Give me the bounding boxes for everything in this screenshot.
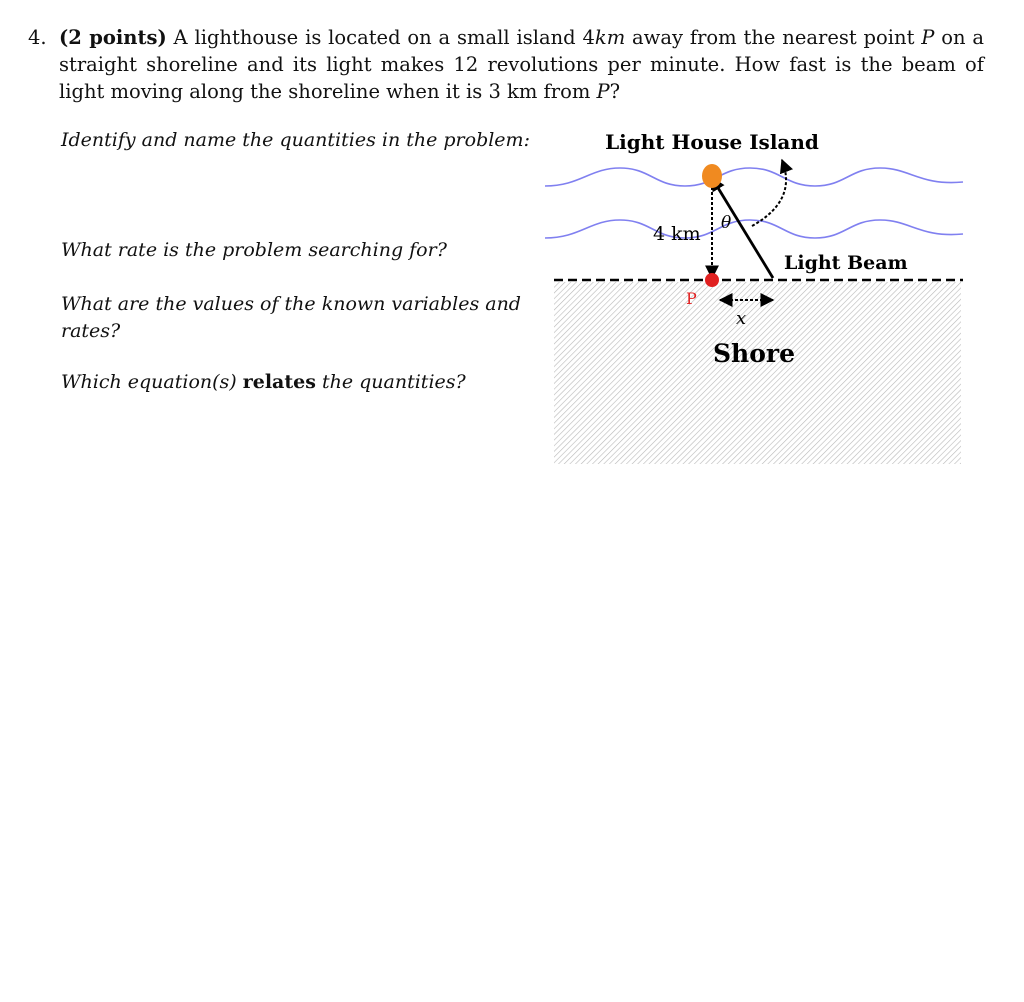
lighthouse-diagram [540,120,970,475]
problem-text-2: away from the nearest point [625,26,922,49]
problem-points: (2 points) [59,26,167,49]
question-equation [61,369,466,396]
problem-text-3: on a straight shoreline and its light makes 12 revolutions per minute. How fast is the beam of light moving along the shoreline when it is 3 km from [59,26,985,103]
question-known: What are the values of the known variables and rates? [61,293,521,342]
distance-label: 4 km [653,223,701,245]
question-rate: What rate is the problem searching for? [61,239,447,261]
shore-label: Shore [713,339,795,368]
rotation-arrow [752,160,786,226]
wave-line-lower [545,220,963,238]
wave-line-upper [545,168,963,186]
problem-statement [28,24,984,105]
point-p-label: P [686,289,697,308]
problem-body [59,24,984,105]
problem-var-p-2: P [596,80,610,103]
problem-number: 4. [28,26,47,49]
x-label: x [736,308,747,329]
angle-label: θ [721,213,732,233]
problem-var-p: P [921,26,935,49]
beam-label: Light Beam [784,252,908,274]
question-equation-bold: relates [242,371,316,393]
problem-text-1: A lighthouse is located on a small island 4 [166,26,595,49]
figure-title: Light House Island [605,130,819,154]
lighthouse-figure [540,120,970,475]
problem-text-4: ? [609,80,621,103]
lighthouse-marker [702,164,722,188]
question-identify: Identify and name the quantities in the problem: [61,129,530,151]
shore-hatched-area [554,282,961,464]
question-equation-pre: Which equation(s) [61,371,243,393]
point-p-marker [705,273,719,287]
problem-unit-km: km [594,26,626,49]
question-equation-post: the quantities? [315,371,466,393]
